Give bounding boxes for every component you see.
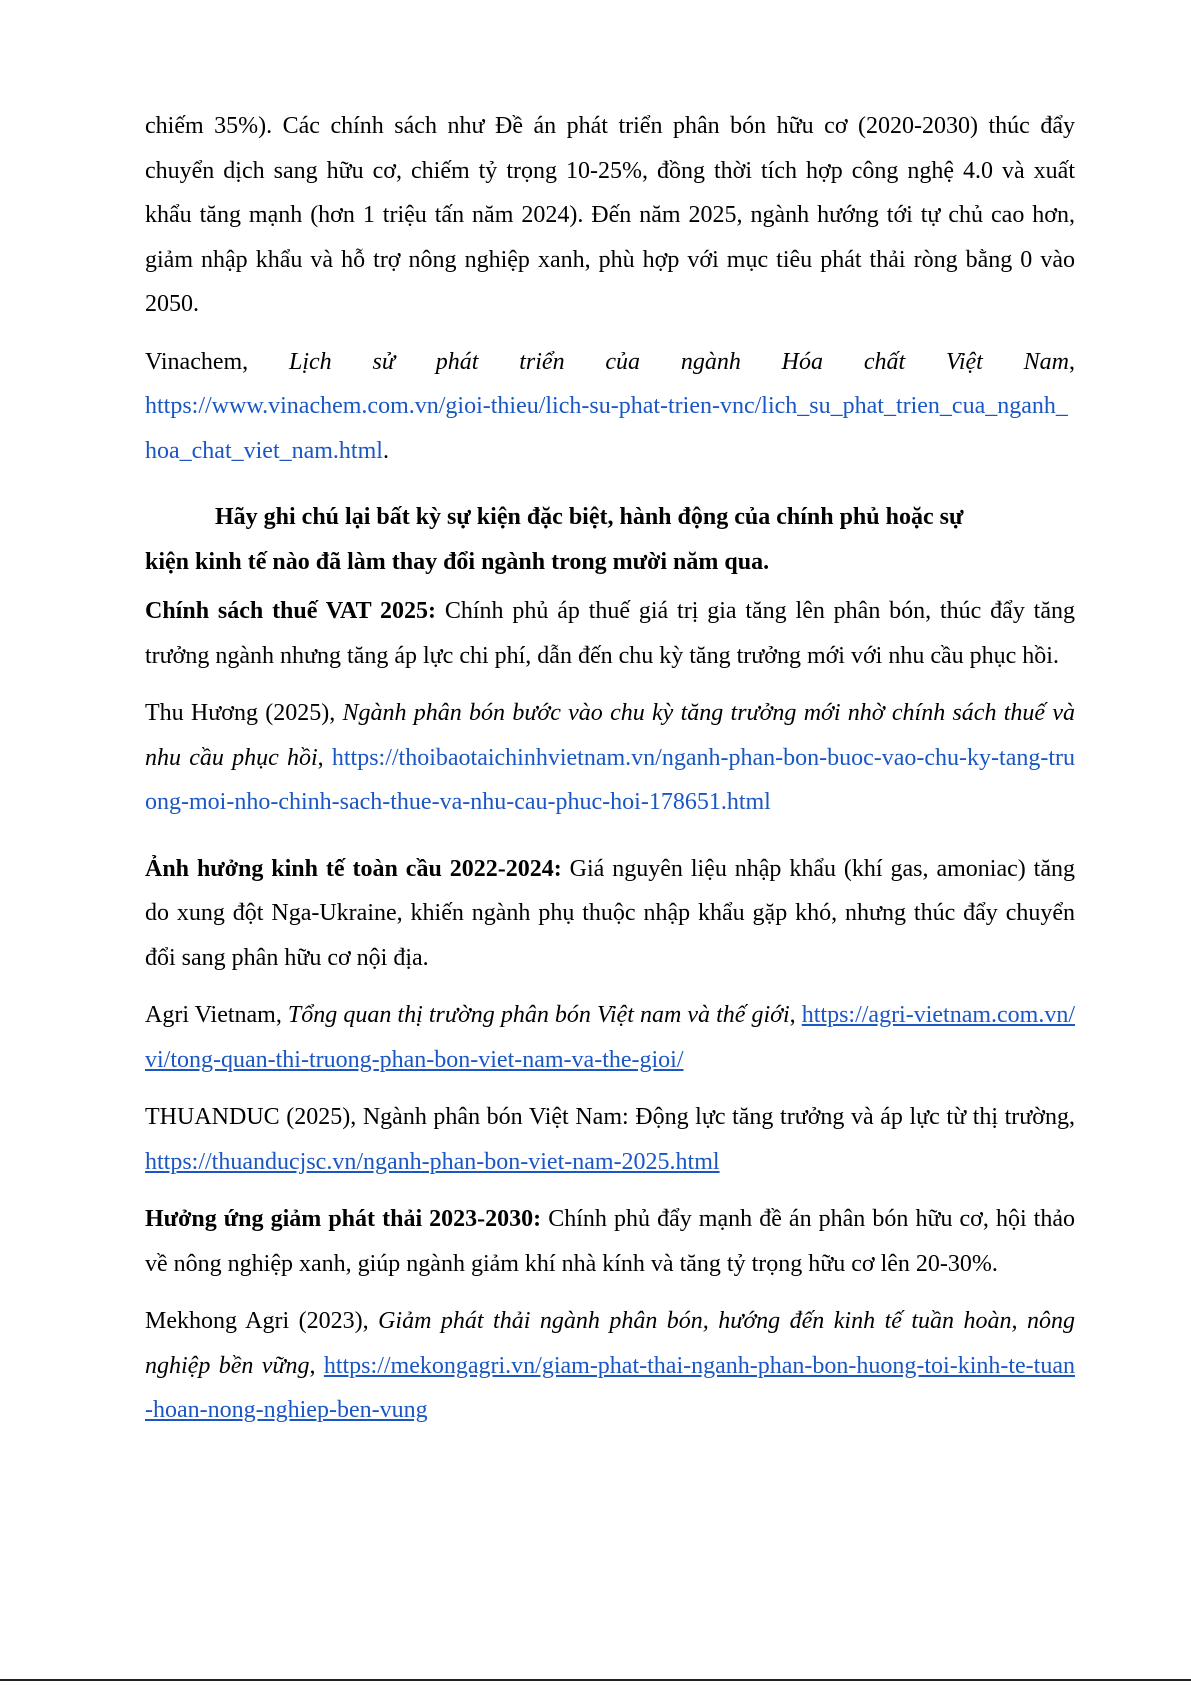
- global-label: Ảnh hưởng kinh tế toàn cầu 2022-2024:: [145, 855, 562, 882]
- paragraph-emission-reduction: [145, 1197, 1075, 1286]
- citation-comma: ,: [309, 1352, 324, 1379]
- heading-line-2: kiện kinh tế nào đã làm thay đổi ngành trong mười năm qua.: [145, 548, 770, 575]
- citation-thu-huong: [145, 691, 1075, 825]
- citation-mekhong-agri: [145, 1299, 1075, 1433]
- vat-text: Chính phủ áp thuế giá trị gia tăng lên phân bón, thúc đẩy tăng trưởng ngành nhưng tăng áp lực chi phí, dẫn đến chu kỳ tăng trưởng mới với nhu cầu phục hồi.: [145, 598, 1075, 669]
- citation-source: Thu Hương (2025),: [145, 700, 343, 726]
- citation-thuanduc: [145, 1095, 1075, 1184]
- paragraph-global-economy: [145, 847, 1075, 981]
- citation-title: Lịch sử phát triển của ngành Hóa chất Việt Nam: [289, 348, 1070, 375]
- section-heading: [145, 495, 1075, 584]
- citation-comma: ,: [789, 1002, 802, 1028]
- citation-source: THUANDUC (2025), Ngành phân bón Việt Nam: Động lực tăng trưởng và áp lực từ thị trường,: [145, 1104, 1075, 1130]
- document-page: [145, 104, 1075, 1433]
- citation-source: Mekhong Agri (2023),: [145, 1308, 379, 1334]
- citation-end: .: [382, 437, 389, 464]
- citation-vinachem: [145, 340, 1075, 474]
- paragraph-industry-overview: chiếm 35%). Các chính sách như Đề án phát triển phân bón hữu cơ (2020-2030) thúc đẩy chuyển dịch sang hữu cơ, chiếm tỷ trọng 10-25%, đồng thời tích hợp công nghệ 4.0 và xuất khẩu tăng mạnh (hơn 1 triệu tấn năm 2024). Đến năm 2025, ngành hướng tới tự chủ cao hơn, giảm nhập khẩu và hỗ trợ nông nghiệp xanh, phù hợp với mục tiêu phát thải ròng bằng 0 vào 2050.: [145, 113, 1075, 317]
- emission-text: Chính phủ đẩy mạnh đề án phân bón hữu cơ, hội thảo về nông nghiệp xanh, giúp ngành giảm khí nhà kính và tăng tỷ trọng hữu cơ lên 20-30%.: [145, 1206, 1075, 1277]
- citation-agri-vietnam: [145, 993, 1075, 1082]
- citation-source: Vinachem,: [145, 348, 249, 375]
- citation-link-vinachem[interactable]: https://www.vinachem.com.vn/gioi-thieu/lich-su-phat-trien-vnc/lich_su_phat_trien_cua_nganh_hoa_chat_viet_nam.html: [145, 393, 1068, 464]
- citation-link-thuanduc[interactable]: https://thuanducjsc.vn/nganh-phan-bon-viet-nam-2025.html: [145, 1148, 720, 1175]
- page-bottom-rule: [0, 1679, 1191, 1681]
- citation-source: Agri Vietnam,: [145, 1002, 288, 1028]
- global-text: Giá nguyên liệu nhập khẩu (khí gas, amoniac) tăng do xung đột Nga-Ukraine, khiến ngành phụ thuộc nhập khẩu gặp khó, nhưng thúc đẩy chuyển đổi sang phân hữu cơ nội địa.: [145, 855, 1076, 971]
- citation-title: Ngành phân bón bước vào chu kỳ tăng trưởng mới nhờ chính sách thuế và nhu cầu phục hồi: [145, 700, 1075, 771]
- citation-link-mekongagri[interactable]: https://mekongagri.vn/giam-phat-thai-nganh-phan-bon-huong-toi-kinh-te-tuan-hoan-nong-nghiep-ben-vung: [145, 1352, 1075, 1423]
- citation-vinachem-first-line: [145, 340, 1075, 385]
- citation-title: Tổng quan thị trường phân bón Việt nam và thế giới: [287, 1002, 790, 1028]
- heading-line-1: Hãy ghi chú lại bất kỳ sự kiện đặc biệt, hành động của chính phủ hoặc sự: [215, 504, 964, 530]
- citation-comma: ,: [1069, 348, 1076, 375]
- citation-link-thoibaotaichinh[interactable]: https://thoibaotaichinhvietnam.vn/nganh-phan-bon-buoc-vao-chu-ky-tang-truong-moi-nho-chinh-sach-thue-va-nhu-cau-phuc-hoi-178651.html: [145, 744, 1075, 815]
- citation-title: Giảm phát thải ngành phân bón, hướng đến kinh tế tuần hoàn, nông nghiệp bền vững: [145, 1308, 1075, 1379]
- emission-label: Hưởng ứng giảm phát thải 2023-2030:: [145, 1206, 542, 1232]
- vat-label: Chính sách thuế VAT 2025:: [145, 598, 437, 624]
- citation-comma: ,: [317, 744, 332, 771]
- citation-link-agri-vietnam[interactable]: https://agri-vietnam.com.vn/vi/tong-quan-thi-truong-phan-bon-viet-nam-va-the-gioi/: [145, 1002, 1076, 1073]
- paragraph-vat-policy: [145, 589, 1075, 678]
